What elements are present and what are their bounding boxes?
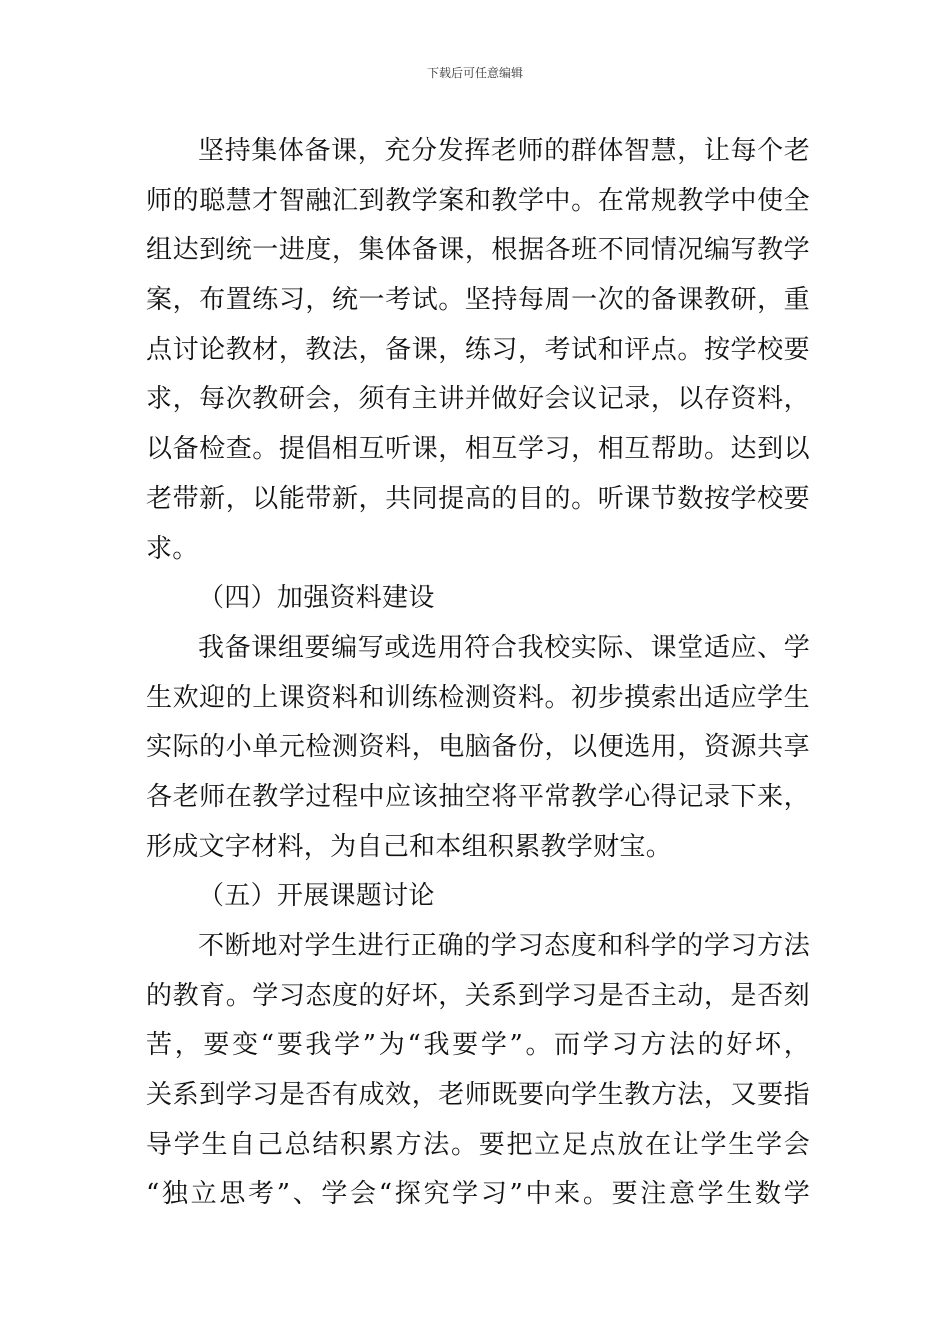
text-line: 关系到学习是否有成效，老师既要向学生教方法，又要指	[146, 1080, 810, 1111]
text-line: 组达到统一进度，集体备课，根据各班不同情况编写教学	[146, 235, 810, 266]
text-line: 各老师在教学过程中应该抽空将平常教学心得记录下来，	[146, 781, 810, 812]
text-line: 不断地对学生进行正确的学习态度和科学的学习方法	[198, 931, 810, 961]
text-line: 坚持集体备课，充分发挥老师的群体智慧，让每个老	[198, 136, 810, 166]
text-line: 求，每次教研会，须有主讲并做好会议记录，以存资料，	[146, 384, 810, 415]
page-header: 下载后可任意编辑	[426, 66, 523, 80]
text-line: 的教育。学习态度的好坏，关系到学习是否主动，是否刻	[146, 980, 810, 1011]
text-line: 师的聪慧才智融汇到教学案和教学中。在常规教学中使全	[146, 185, 810, 216]
text-line: 苦，要变“要我学”为“我要学”。而学习方法的好坏，	[146, 1030, 810, 1061]
text-line: （五）开展课题讨论	[198, 881, 435, 912]
text-line: 形成文字材料，为自己和本组积累教学财宝。	[146, 831, 673, 862]
text-line: 点讨论教材，教法，备课，练习，考试和评点。按学校要	[146, 334, 810, 365]
text-line: 生欢迎的上课资料和训练检测资料。初步摸索出适应学生	[146, 682, 810, 713]
text-line: 导学生自己总结积累方法。要把立足点放在让学生学会	[146, 1129, 810, 1160]
text-line: （四）加强资料建设	[198, 583, 435, 614]
text-line: 实际的小单元检测资料，电脑备份，以便选用，资源共享	[146, 732, 810, 763]
text-line: 案，布置练习，统一考试。坚持每周一次的备课教研，重	[146, 285, 810, 316]
text-line: 老带新，以能带新，共同提高的目的。听课节数按学校要	[146, 483, 810, 514]
text-line: 我备课组要编写或选用符合我校实际、课堂适应、学	[198, 632, 810, 663]
text-line: 以备检查。提倡相互听课，相互学习，相互帮助。达到以	[146, 434, 810, 465]
text-line: “独立思考”、学会“探究学习”中来。要注意学生数学	[146, 1179, 810, 1210]
text-line: 求。	[146, 533, 199, 564]
document-body	[146, 127, 810, 1220]
